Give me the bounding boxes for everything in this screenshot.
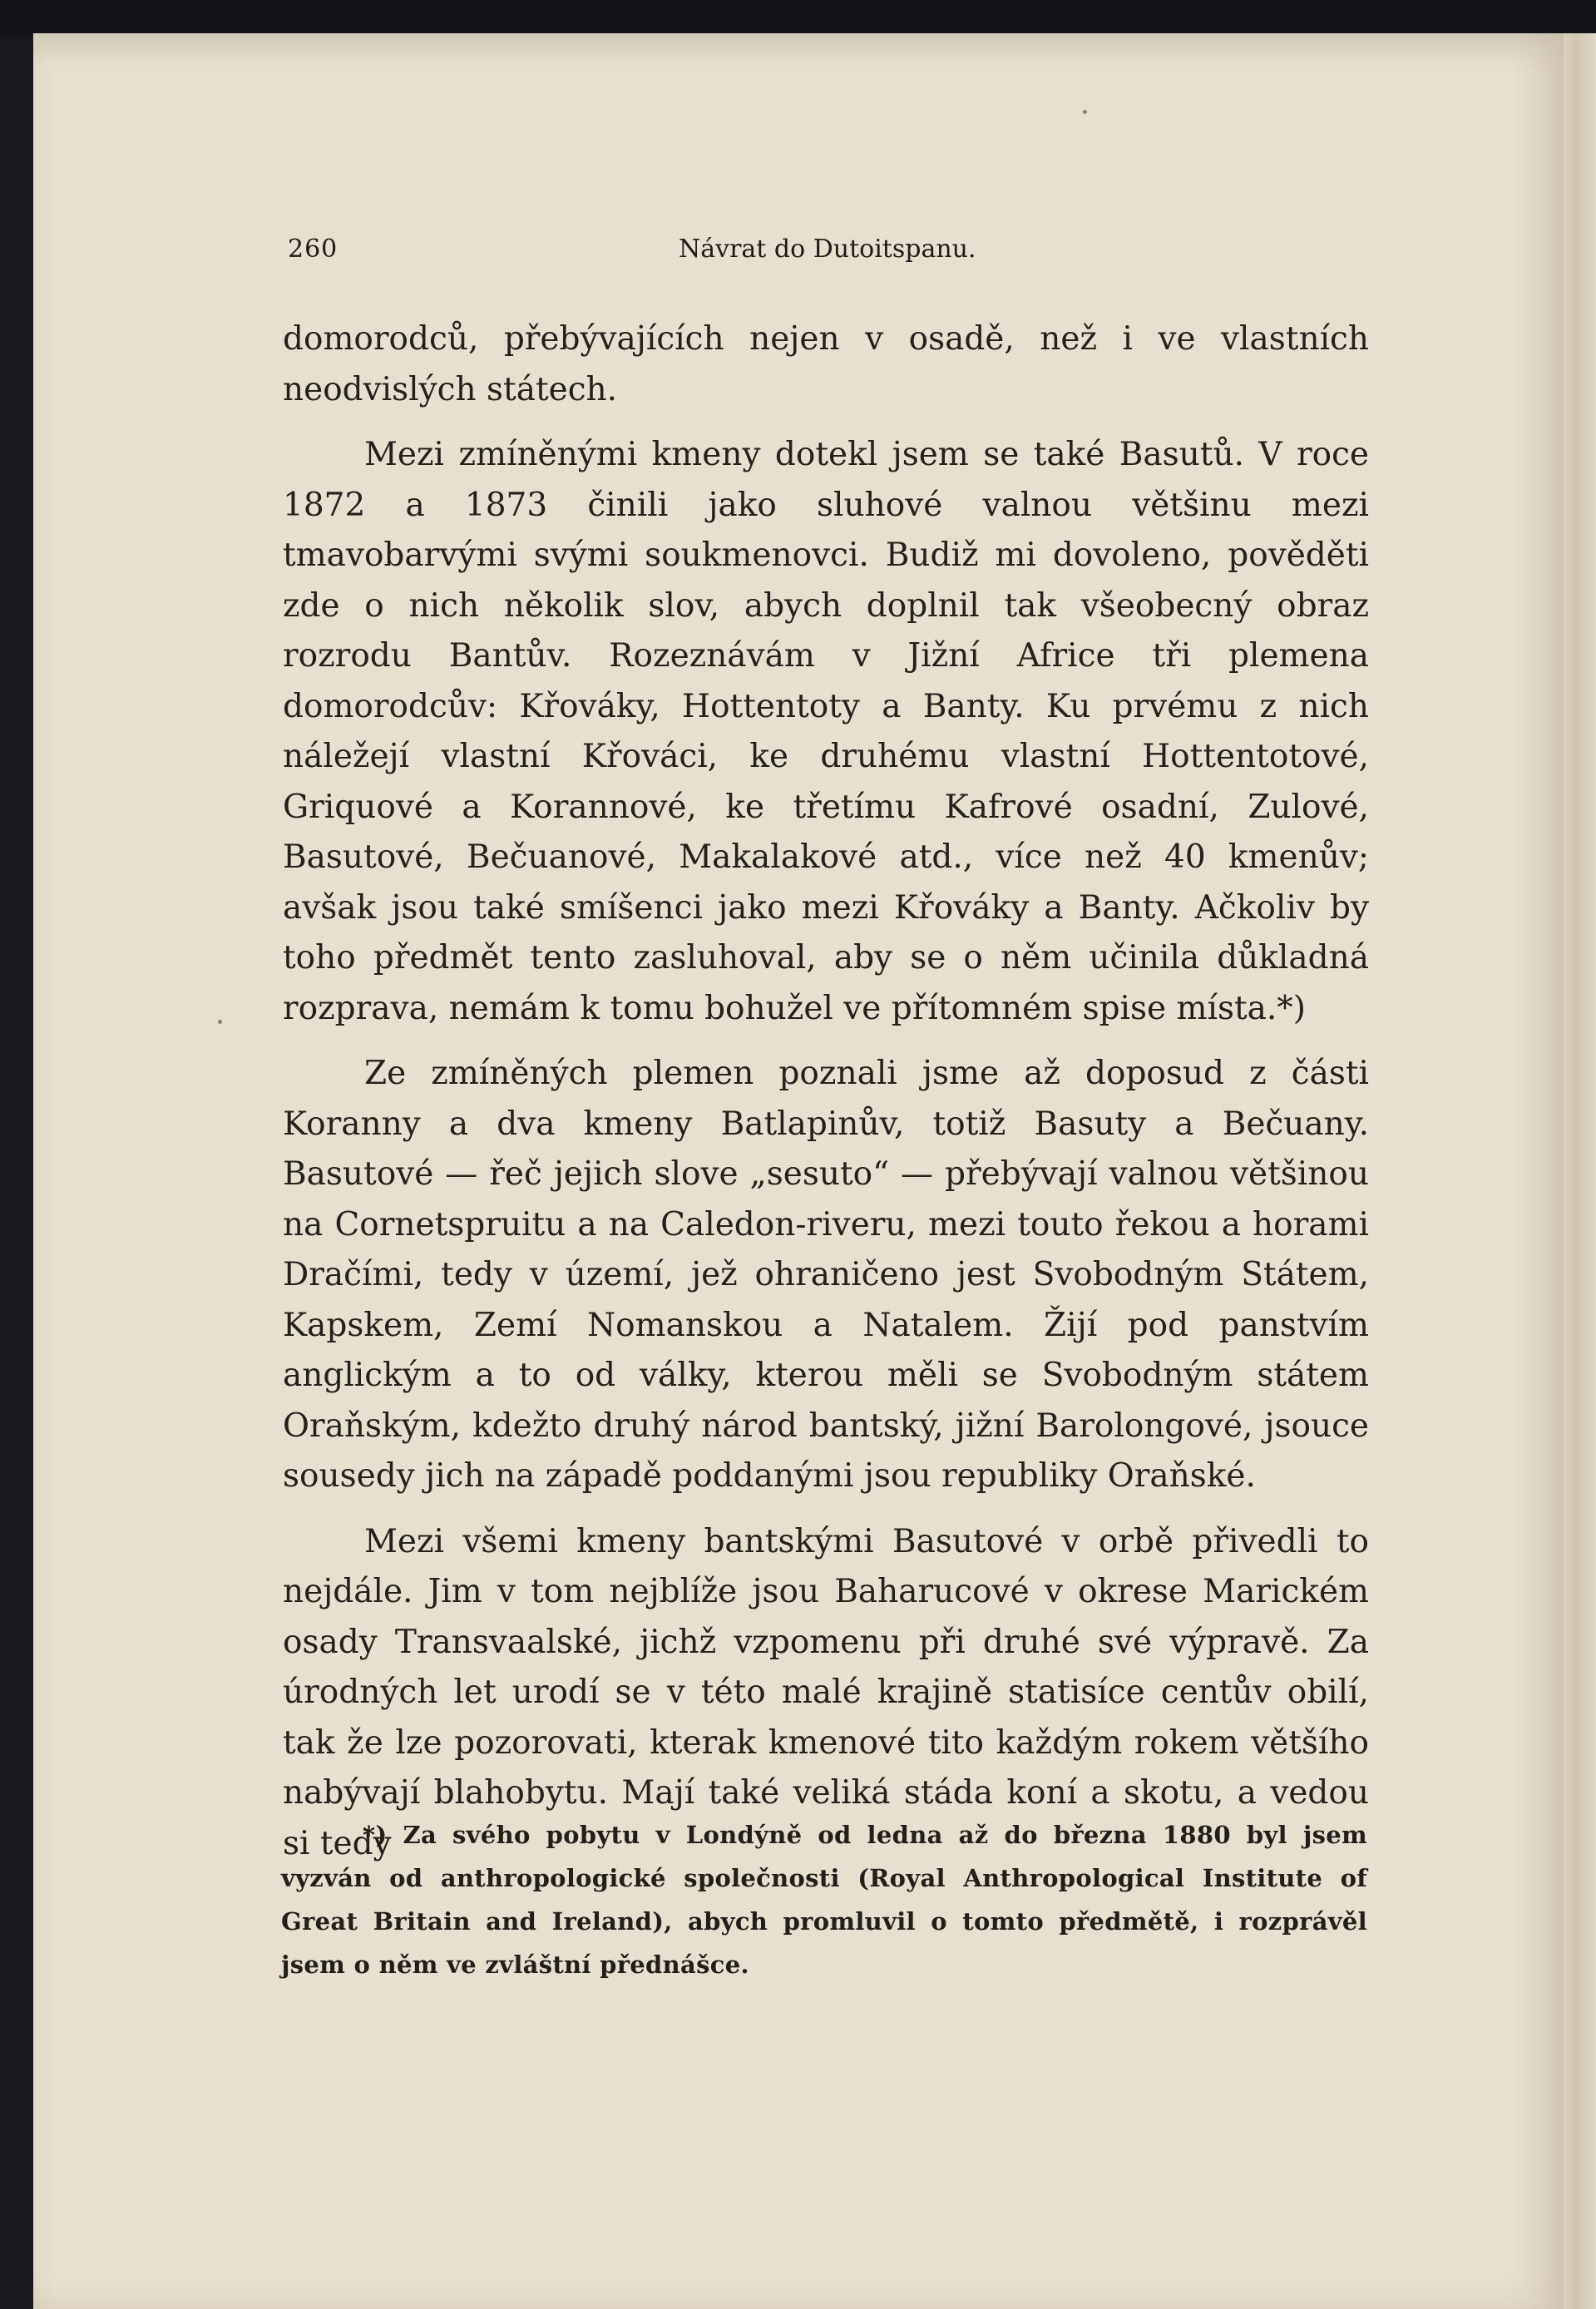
paper-speck: [218, 1020, 222, 1024]
paper-speck: [1083, 110, 1087, 114]
page-header: [288, 235, 1369, 268]
page-edge-shadow: [1564, 33, 1596, 2309]
footnote-text: *) Za svého pobytu v Londýně od ledna až do března 1880 byl jsem vyzván od anthropologické společnosti (Royal Anthropological Institute of Great Britain and Ireland), abych promluvil o tomto předmětě, i rozprávěl jsem o něm ve zvláštní přednášce.: [281, 1821, 1367, 1979]
paragraph: Mezi zmíněnými kmeny dotekl jsem se také Basutů. V roce 1872 a 1873 činili jako sluhové valnou většinu mezi tmavobarvými svými soukmenovci. Budiž mi dovoleno, pověděti zde o nich několik slov, abych doplnil tak všeobecný obraz rozrodu Bantův. Rozeznávám v Jižní Africe tři plemena domorodcův: Křováky, Hottentoty a Banty. Ku prvému z nich náležejí vlastní Křováci, ke druhému vlastní Hottentotové, Griquové a Korannové, ke třetímu Kafrové osadní, Zulové, Basutové, Bečuanové, Makalakové atd., více než 40 kmenův; avšak jsou také smíšenci jako mezi Křováky a Banty. Ačkoliv by toho předmět tento zasluhoval, aby se o něm učinila důkladná rozprava, nemám k tomu bohužel ve přítomném spise místa.*): [283, 436, 1369, 1027]
footnote: [281, 1813, 1367, 1986]
main-text: [283, 314, 1369, 1869]
scan-background-top: [0, 0, 1596, 33]
paragraph: Mezi všemi kmeny bantskými Basutové v orbě přivedli to nejdále. Jim v tom nejblíže jsou Baharucové v okrese Marickém osady Transvaalské, jichž vzpomenu při druhé své výpravě. Za úrodných let urodí se v této malé krajině statisíce centův obilí, tak že lze pozorovati, kterak kmenové tito každým rokem většího nabývají blahobytu. Mají také veliká stáda koní a skotu, a vedou si tedy: [283, 1522, 1369, 1862]
page-number: 260: [288, 235, 338, 264]
paragraph: Ze zmíněných plemen poznali jsme až doposud z části Koranny a dva kmeny Batlapinův, totiž Basuty a Bečuany. Basutové — řeč jejich slove „sesuto“ — přebývají valnou většinou na Cornetspruitu a na Caledon-riveru, mezi touto řekou a horami Dračími, tedy v území, jež ohraničeno jest Svobodným Státem, Kapskem, Zemí Nomanskou a Natalem. Žijí pod panstvím anglickým a to od války, kterou měli se Svobodným státem Oraňským, kdežto druhý národ bantský, jižní Barolongové, jsouce sousedy jich na západě poddanými jsou republiky Oraňské.: [283, 1055, 1369, 1495]
paragraph: domorodců, přebývajících nejen v osadě, než i ve vlastních neodvislých státech.: [283, 320, 1369, 408]
running-title: Návrat do Dutoitspanu.: [679, 235, 976, 264]
